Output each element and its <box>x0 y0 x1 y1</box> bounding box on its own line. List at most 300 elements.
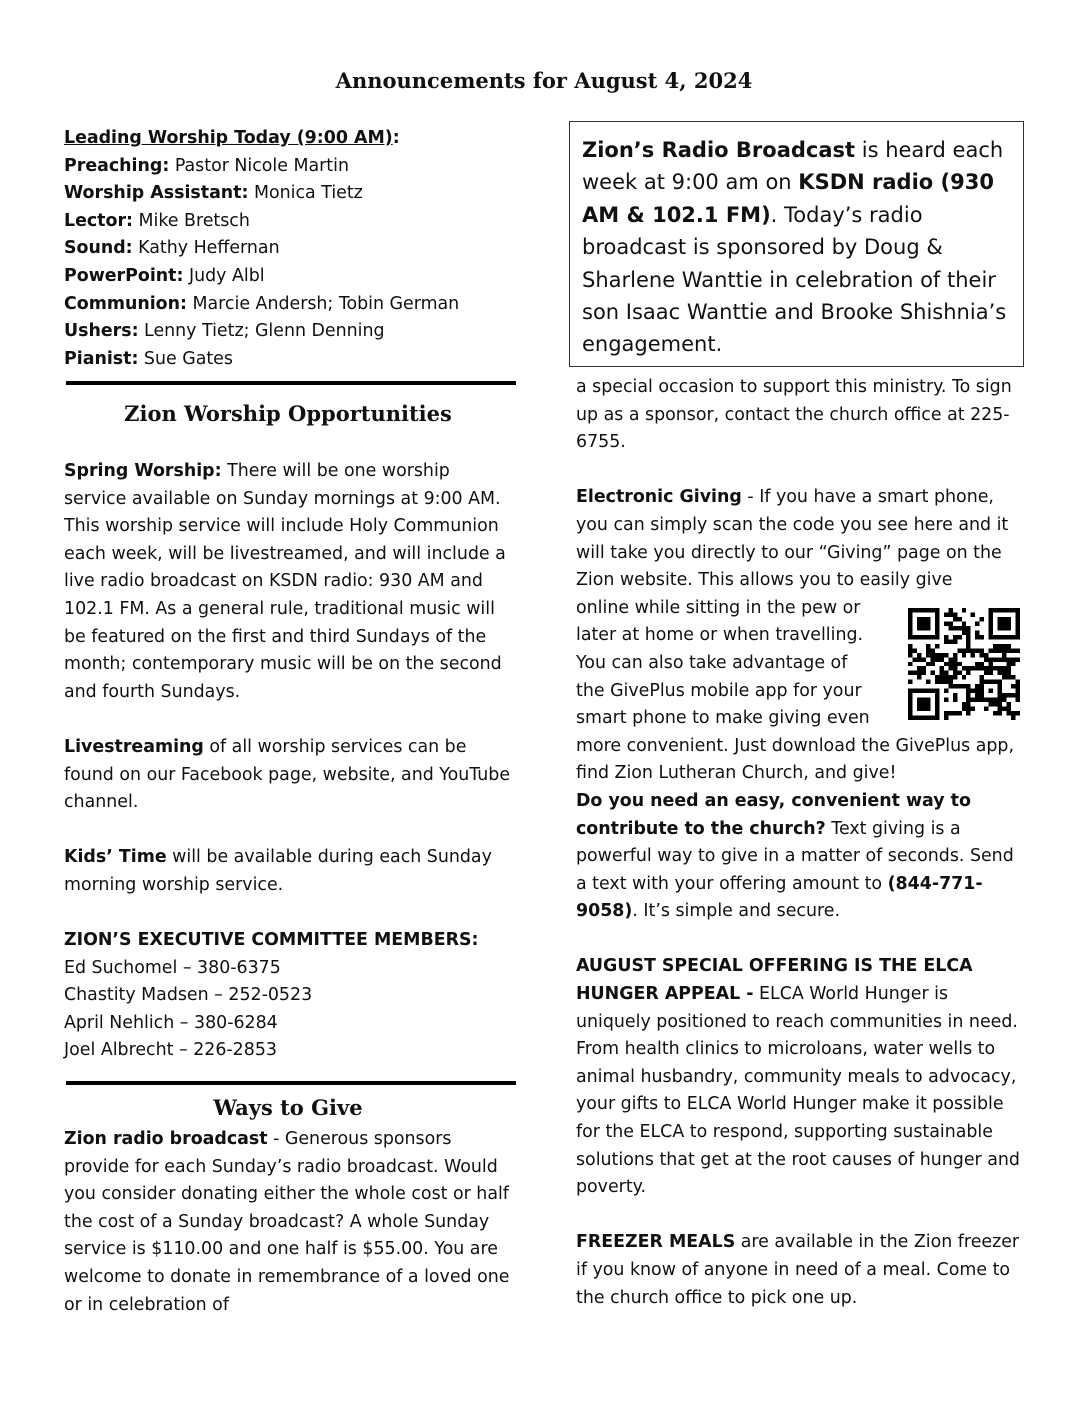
qr-module <box>944 698 948 702</box>
qr-module <box>912 689 916 693</box>
qr-module <box>935 644 939 648</box>
qr-module <box>935 630 939 634</box>
qr-module <box>935 716 939 720</box>
role-line: Preaching: Pastor Nicole Martin <box>64 155 349 176</box>
qr-module <box>1002 675 1006 679</box>
qr-module <box>912 671 916 675</box>
qr-module <box>980 617 984 621</box>
qr-module <box>948 666 952 670</box>
qr-code-icon[interactable] <box>908 608 1020 720</box>
hunger-appeal-paragraph: AUGUST SPECIAL OFFERING IS THE ELCA HUNGER APPEAL - ELCA World Hunger is uniquely positioned to reach communities in need. From health clinics to microloans, water wells to animal husbandry, community meals to advocacy, your gifts to ELCA World Hunger make it possible for the ELCA to respond, supporting sustainable solutions that get at the root causes of hunger and poverty. <box>576 956 1020 1198</box>
qr-module <box>953 626 957 630</box>
qr-module <box>1007 675 1011 679</box>
qr-module <box>930 635 934 639</box>
qr-module <box>917 617 921 621</box>
qr-module <box>975 689 979 693</box>
qr-module <box>980 662 984 666</box>
qr-module <box>1007 617 1011 621</box>
qr-module <box>921 671 925 675</box>
qr-module <box>962 608 966 612</box>
wrap-line: smart phone to make giving even <box>576 708 870 729</box>
qr-module <box>1002 653 1006 657</box>
qr-module <box>1002 608 1006 612</box>
qr-module <box>1007 608 1011 612</box>
qr-module <box>966 693 970 697</box>
qr-module <box>966 644 970 648</box>
committee-member: Ed Suchomel – 380-6375 <box>64 957 281 978</box>
qr-module <box>908 671 912 675</box>
roles-list <box>64 153 512 374</box>
qr-module <box>944 680 948 684</box>
qr-module <box>1016 711 1020 715</box>
qr-module <box>1007 662 1011 666</box>
qr-module <box>1007 635 1011 639</box>
qr-module <box>908 698 912 702</box>
qr-module <box>921 698 925 702</box>
qr-module <box>975 662 979 666</box>
qr-module <box>989 617 993 621</box>
qr-module <box>998 608 1002 612</box>
ways-to-give-heading: Ways to Give <box>213 1095 363 1120</box>
qr-module <box>998 621 1002 625</box>
qr-module <box>998 657 1002 661</box>
qr-module <box>944 653 948 657</box>
qr-module <box>993 644 997 648</box>
qr-module <box>939 653 943 657</box>
qr-module <box>935 698 939 702</box>
qr-module <box>917 707 921 711</box>
qr-module <box>953 612 957 616</box>
qr-module <box>1016 608 1020 612</box>
qr-module <box>935 612 939 616</box>
qr-module <box>944 621 948 625</box>
qr-module <box>966 639 970 643</box>
qr-module <box>1007 707 1011 711</box>
qr-module <box>962 684 966 688</box>
qr-module <box>935 707 939 711</box>
qr-module <box>966 698 970 702</box>
qr-module <box>926 662 930 666</box>
qr-module <box>953 639 957 643</box>
wrap-line: the GivePlus mobile app for your <box>576 680 862 701</box>
qr-module <box>971 653 975 657</box>
qr-module <box>935 617 939 621</box>
qr-module <box>957 662 961 666</box>
qr-module <box>926 689 930 693</box>
qr-module <box>1007 626 1011 630</box>
qr-module <box>984 671 988 675</box>
qr-module <box>980 698 984 702</box>
qr-module <box>1011 716 1015 720</box>
qr-module <box>917 635 921 639</box>
radio-giving-paragraph: Zion radio broadcast - Generous sponsors provide for each Sunday’s radio broadcast. Would you consider donating either the whole cost or half the cost of a Sunday broadcast? A whole Sunday service is $110.00 and one half is $55.00. You are welcome to donate in remembrance of a loved one or in celebration of <box>64 1129 510 1315</box>
qr-module <box>989 626 993 630</box>
qr-module <box>971 707 975 711</box>
committee-list <box>64 955 512 1065</box>
qr-module <box>975 621 979 625</box>
worship-opportunities-heading: Zion Worship Opportunities <box>124 401 452 426</box>
qr-module <box>944 711 948 715</box>
qr-module <box>993 666 997 670</box>
qr-module <box>944 635 948 639</box>
qr-module <box>926 648 930 652</box>
qr-module <box>1016 689 1020 693</box>
qr-module <box>908 707 912 711</box>
qr-module <box>975 666 979 670</box>
qr-module <box>962 653 966 657</box>
qr-module <box>917 702 921 706</box>
qr-module <box>1002 621 1006 625</box>
qr-module <box>1016 630 1020 634</box>
qr-module <box>1002 693 1006 697</box>
qr-module <box>926 617 930 621</box>
page-title: Announcements for August 4, 2024 <box>335 68 753 93</box>
livestreaming-paragraph: Livestreaming of all worship services can be found on our Facebook page, website, and YouTube channel. <box>64 736 511 813</box>
qr-module <box>989 662 993 666</box>
qr-module <box>1016 635 1020 639</box>
qr-module <box>948 675 952 679</box>
qr-module <box>966 630 970 634</box>
qr-module <box>948 639 952 643</box>
qr-module <box>980 684 984 688</box>
qr-module <box>926 680 930 684</box>
qr-module <box>939 666 943 670</box>
qr-module <box>971 666 975 670</box>
role-line: Lector: Mike Bretsch <box>64 210 250 231</box>
qr-module <box>980 666 984 670</box>
qr-module <box>953 684 957 688</box>
qr-module <box>984 657 988 661</box>
qr-module <box>975 648 979 652</box>
qr-module <box>980 635 984 639</box>
qr-module <box>908 716 912 720</box>
qr-module <box>917 675 921 679</box>
qr-module <box>912 635 916 639</box>
qr-module <box>998 707 1002 711</box>
qr-module <box>908 662 912 666</box>
qr-module <box>926 621 930 625</box>
qr-module <box>953 657 957 661</box>
qr-module <box>984 698 988 702</box>
qr-module <box>993 648 997 652</box>
qr-module <box>1007 644 1011 648</box>
qr-module <box>921 608 925 612</box>
qr-module <box>966 648 970 652</box>
qr-module <box>939 680 943 684</box>
qr-module <box>935 693 939 697</box>
qr-module <box>966 689 970 693</box>
qr-module <box>989 621 993 625</box>
qr-module <box>935 711 939 715</box>
qr-module <box>971 698 975 702</box>
qr-module <box>989 702 993 706</box>
qr-module <box>966 666 970 670</box>
qr-module <box>1007 648 1011 652</box>
qr-module <box>1016 617 1020 621</box>
qr-module <box>930 671 934 675</box>
qr-module <box>1007 693 1011 697</box>
qr-module <box>962 626 966 630</box>
role-line: Worship Assistant: Monica Tietz <box>64 183 363 204</box>
qr-module <box>1002 617 1006 621</box>
qr-module <box>944 639 948 643</box>
qr-module <box>980 675 984 679</box>
qr-module <box>917 657 921 661</box>
qr-module <box>971 648 975 652</box>
qr-module <box>953 693 957 697</box>
qr-module <box>957 711 961 715</box>
divider <box>66 381 516 385</box>
role-line: Pianist: Sue Gates <box>64 348 233 369</box>
committee-heading: ZION’S EXECUTIVE COMMITTEE MEMBERS: <box>64 930 479 951</box>
qr-module <box>1016 657 1020 661</box>
qr-module <box>939 671 943 675</box>
qr-module <box>917 671 921 675</box>
qr-module <box>1016 693 1020 697</box>
qr-module <box>935 657 939 661</box>
committee-member: April Nehlich – 380-6284 <box>64 1012 278 1033</box>
qr-module <box>935 635 939 639</box>
qr-module <box>912 648 916 652</box>
qr-module <box>930 716 934 720</box>
wrap-line: You can also take advantage of <box>576 652 848 673</box>
qr-module <box>989 635 993 639</box>
qr-module <box>908 626 912 630</box>
qr-module <box>935 608 939 612</box>
qr-module <box>908 653 912 657</box>
qr-module <box>944 612 948 616</box>
divider <box>66 1081 516 1085</box>
qr-module <box>989 671 993 675</box>
qr-module <box>926 653 930 657</box>
qr-module <box>957 617 961 621</box>
qr-module <box>962 630 966 634</box>
qr-module <box>984 680 988 684</box>
qr-module <box>989 698 993 702</box>
qr-module <box>930 648 934 652</box>
qr-module <box>962 702 966 706</box>
qr-module <box>908 693 912 697</box>
qr-module <box>953 617 957 621</box>
qr-module <box>926 707 930 711</box>
qr-module <box>926 626 930 630</box>
qr-module <box>1002 698 1006 702</box>
qr-module <box>980 689 984 693</box>
qr-module <box>917 689 921 693</box>
qr-module <box>989 680 993 684</box>
leading-heading: Leading Worship Today (9:00 AM): <box>64 128 400 148</box>
qr-module <box>908 648 912 652</box>
wrap-line: online while sitting in the pew or <box>576 597 861 618</box>
wrap-line: later at home or when travelling. <box>576 625 864 646</box>
radio-broadcast-box <box>569 121 1024 367</box>
qr-module <box>953 671 957 675</box>
qr-module <box>1002 644 1006 648</box>
right-column <box>576 374 1026 1312</box>
qr-module <box>917 653 921 657</box>
qr-module <box>948 608 952 612</box>
qr-module <box>935 675 939 679</box>
qr-module <box>921 716 925 720</box>
qr-module <box>998 684 1002 688</box>
qr-module <box>1011 711 1015 715</box>
qr-module <box>1016 680 1020 684</box>
qr-module <box>998 648 1002 652</box>
qr-module <box>966 684 970 688</box>
qr-module <box>1002 626 1006 630</box>
qr-module <box>966 671 970 675</box>
role-line: Communion: Marcie Andersh; Tobin German <box>64 293 460 314</box>
qr-module <box>962 707 966 711</box>
qr-module <box>908 711 912 715</box>
qr-module <box>948 612 952 616</box>
qr-module <box>948 626 952 630</box>
qr-module <box>993 702 997 706</box>
qr-module <box>917 666 921 670</box>
qr-module <box>944 675 948 679</box>
qr-module <box>989 612 993 616</box>
qr-module <box>966 707 970 711</box>
qr-module <box>935 702 939 706</box>
qr-module <box>953 711 957 715</box>
qr-module <box>921 626 925 630</box>
qr-module <box>998 626 1002 630</box>
qr-module <box>975 693 979 697</box>
qr-module <box>944 689 948 693</box>
qr-module <box>948 621 952 625</box>
qr-module <box>998 671 1002 675</box>
qr-module <box>998 617 1002 621</box>
qr-module <box>993 657 997 661</box>
qr-module <box>930 608 934 612</box>
qr-module <box>921 617 925 621</box>
qr-module <box>975 635 979 639</box>
qr-module <box>935 653 939 657</box>
role-line: PowerPoint: Judy Albl <box>64 265 265 286</box>
qr-module <box>953 653 957 657</box>
qr-module <box>926 702 930 706</box>
qr-module <box>944 662 948 666</box>
qr-module <box>998 680 1002 684</box>
qr-module <box>926 698 930 702</box>
qr-module <box>1011 684 1015 688</box>
qr-module <box>962 675 966 679</box>
qr-module <box>953 666 957 670</box>
qr-module <box>966 711 970 715</box>
qr-module <box>930 657 934 661</box>
qr-module <box>998 698 1002 702</box>
qr-module <box>953 635 957 639</box>
qr-module <box>984 707 988 711</box>
qr-module <box>917 621 921 625</box>
qr-module <box>1007 657 1011 661</box>
qr-module <box>908 644 912 648</box>
qr-module <box>1002 671 1006 675</box>
qr-module <box>1016 626 1020 630</box>
qr-module <box>966 702 970 706</box>
qr-module <box>935 626 939 630</box>
qr-module <box>966 626 970 630</box>
qr-module <box>1007 702 1011 706</box>
qr-module <box>921 707 925 711</box>
qr-module <box>930 662 934 666</box>
qr-module <box>1011 608 1015 612</box>
qr-module <box>953 675 957 679</box>
qr-module <box>926 644 930 648</box>
qr-module <box>984 666 988 670</box>
qr-module <box>944 671 948 675</box>
qr-module <box>998 702 1002 706</box>
qr-module <box>957 648 961 652</box>
qr-module <box>908 630 912 634</box>
qr-module <box>998 711 1002 715</box>
qr-module <box>993 680 997 684</box>
committee-member: Chastity Madsen – 252-0523 <box>64 985 313 1006</box>
worship-opportunities-section <box>64 458 512 1065</box>
qr-module <box>993 698 997 702</box>
qr-module <box>989 648 993 652</box>
qr-module <box>1016 648 1020 652</box>
qr-module <box>908 612 912 616</box>
qr-module <box>989 657 993 661</box>
radio-box-text: Zion’s Radio Broadcast is heard each week at 9:00 am on KSDN radio (930 AM & 102.1 FM). Today’s radio broadcast is sponsored by Doug & Sharlene Wanttie in celebration of their son Isaac Wanttie and Brooke Shishnia’s engagement. <box>582 138 1007 357</box>
qr-module <box>948 684 952 688</box>
electronic-giving-paragraph: Electronic Giving - If you have a smart phone, you can simply scan the code you see here and it will take you directly to our “Giving” page on the Zion website. This allows you to easily give <box>576 487 1009 591</box>
qr-module <box>962 648 966 652</box>
qr-module <box>998 635 1002 639</box>
qr-module <box>975 630 979 634</box>
qr-module <box>921 666 925 670</box>
qr-module <box>975 698 979 702</box>
qr-module <box>971 689 975 693</box>
qr-module <box>989 630 993 634</box>
qr-module <box>1016 698 1020 702</box>
qr-module <box>975 684 979 688</box>
qr-module <box>1007 666 1011 670</box>
qr-module <box>948 711 952 715</box>
qr-module <box>1016 612 1020 616</box>
qr-module <box>998 689 1002 693</box>
role-line: Sound: Kathy Heffernan <box>64 238 280 259</box>
qr-module <box>917 698 921 702</box>
qr-module <box>926 635 930 639</box>
qr-module <box>1011 693 1015 697</box>
qr-module <box>993 711 997 715</box>
qr-module <box>1011 662 1015 666</box>
qr-module <box>1011 648 1015 652</box>
qr-module <box>908 702 912 706</box>
qr-module <box>917 716 921 720</box>
qr-module <box>1016 684 1020 688</box>
qr-module <box>962 666 966 670</box>
qr-module <box>957 671 961 675</box>
qr-module <box>944 716 948 720</box>
qr-module <box>917 626 921 630</box>
qr-module <box>948 680 952 684</box>
qr-module <box>1002 666 1006 670</box>
qr-module <box>980 680 984 684</box>
qr-module <box>989 666 993 670</box>
qr-module <box>971 612 975 616</box>
qr-module <box>926 716 930 720</box>
qr-module <box>921 702 925 706</box>
radio-giving-continued: a special occasion to support this ministry. To sign up as a sponsor, contact the church office at 225-6755. <box>576 377 1012 453</box>
qr-module <box>1007 711 1011 715</box>
qr-module <box>912 716 916 720</box>
qr-module <box>993 608 997 612</box>
qr-module <box>980 648 984 652</box>
qr-module <box>962 621 966 625</box>
